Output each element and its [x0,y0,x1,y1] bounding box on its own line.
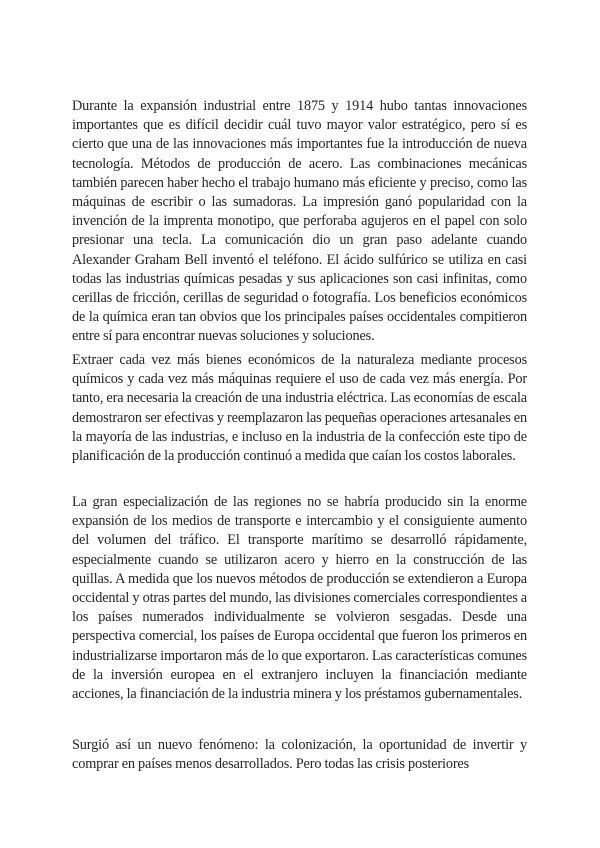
paragraph-industrial-innovations: Durante la expansión industrial entre 1875 y 1914 hubo tantas innovaciones importantes que es difícil decidir cuál tuvo mayor valor estratégico, pero sí es cierto que una de las innovaciones más importantes fue la introducción de nueva tecnología. Métodos de producción de acero. Las combinaciones mecánicas también parecen haber hecho el trabajo humano más eficiente y preciso, como las máquinas de escribir o las sumadoras. La impresión ganó popularidad con la invención de la imprenta monotipo, que perforaba agujeros en el papel con solo presionar una tecla. La comunicación dio un gran paso adelante cuando Alexander Graham Bell inventó el teléfono. El ácido sulfúrico se utiliza en casi todas las industrias químicas pesadas y sus aplicaciones son casi infinitas, como cerillas de fricción, cerillas de seguridad o fotografía. Los beneficios económicos de la química eran tan obvios que los principales países occidentales compitieron entre sí para encontrar nuevas soluciones y soluciones. [72,98,527,345]
paragraph-colonization: Surgió así un nuevo fenómeno: la colonización, la oportunidad de invertir y comprar en países menos desarrollados. Pero todas las crisis posteriores [72,737,527,773]
paragraph-transport-trade: La gran especialización de las regiones no se habría producido sin la enorme expansión de los medios de transporte e intercambio y el consiguiente aumento del volumen del tráfico. El transporte marítimo se desarrolló rápidamente, especialmente cuando se utilizaron acero y hierro en la construcción de las quillas. A medida que los nuevos métodos de producción se extendieron a Europa occidental y otras partes del mundo, las divisiones comerciales correspondientes a los países numerados individualmente se volvieron sesgadas. Desde una perspectiva comercial, los países de Europa occidental que fueron los primeros en industrializarse importaron más de lo que exportaron. Las características comunes de la inversión europea en el extranjero incluyen la financiación mediante acciones, la financiación de la industria minera y los préstamos gubernamentales. [72,494,527,703]
paragraph-electric-industry: Extraer cada vez más bienes económicos de la naturaleza mediante procesos químicos y cada vez más máquinas requiere el uso de cada vez más energía. Por tanto, era necesaria la creación de una industria eléctrica. Las economías de escala demostraron ser efectivas y reemplazaron las pequeñas operaciones artesanales en la mayoría de las industrias, e incluso en la industria de la confección este tipo de planificación de la producción continuó a medida que caían los costos laborales. [72,352,527,465]
